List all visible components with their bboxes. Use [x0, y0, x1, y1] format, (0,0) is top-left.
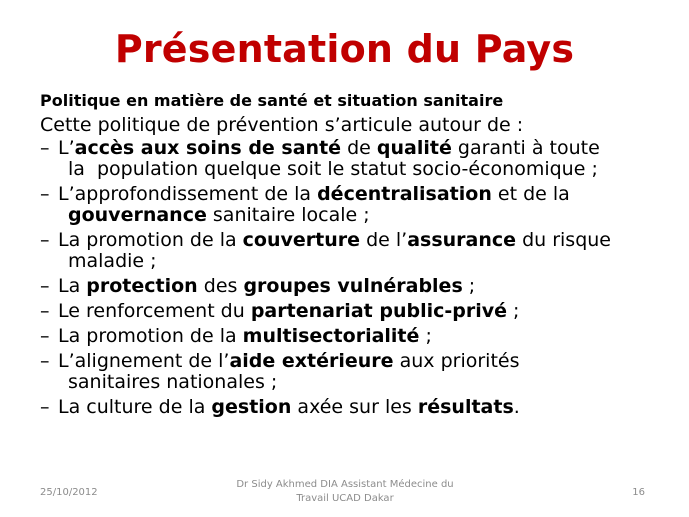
bullet-bold-text: protection	[86, 275, 198, 297]
bullet-text: L’alignement de l’	[58, 350, 230, 372]
bullet-bold-text: décentralisation	[317, 183, 492, 205]
bullet-item	[40, 397, 680, 418]
bullet-text: .	[513, 396, 520, 418]
bullet-bold-text: groupes vulnérables	[243, 275, 463, 297]
bullet-bold-text: gestion	[211, 396, 292, 418]
bullet-line	[58, 230, 680, 251]
bullet-text: et de la	[491, 183, 570, 205]
bullet-line	[68, 251, 680, 272]
bullet-item	[40, 326, 680, 347]
bullet-bold-text: accès aux soins de santé	[74, 137, 342, 159]
bullet-text: la population quelque soit le statut socio-économique ;	[68, 158, 598, 180]
bullet-dash: –	[40, 229, 50, 251]
bullet-item	[40, 301, 680, 322]
bullet-text: axée sur les	[291, 396, 418, 418]
footer-page-number: 16	[632, 487, 645, 498]
slide-subtitle: Politique en matière de santé et situation sanitaire	[40, 91, 504, 110]
bullet-text: Le renforcement du	[58, 300, 251, 322]
bullet-bold-text: gouvernance	[68, 204, 207, 226]
bullet-dash: –	[40, 275, 50, 297]
bullet-bold-text: qualité	[376, 137, 452, 159]
bullet-line	[68, 372, 680, 393]
bullet-line	[58, 397, 680, 418]
bullet-text: L’	[58, 137, 75, 159]
bullet-text: La	[58, 275, 87, 297]
footer-author-line2: Travail UCAD Dakar	[296, 493, 394, 504]
bullet-text: ;	[462, 275, 476, 297]
bullet-line	[68, 159, 680, 180]
bullet-dash: –	[40, 300, 50, 322]
bullet-text: des	[197, 275, 244, 297]
bullet-text: L’approfondissement de la	[58, 183, 318, 205]
bullet-text: sanitaires nationales ;	[68, 371, 278, 393]
bullet-dash: –	[40, 350, 50, 372]
bullet-dash: –	[40, 137, 50, 159]
bullet-item	[40, 230, 680, 272]
footer-author-line1: Dr Sidy Akhmed DIA Assistant Médecine du	[236, 479, 454, 490]
bullet-text: de l’	[360, 229, 408, 251]
bullet-line	[58, 184, 680, 205]
bullet-line	[58, 326, 680, 347]
footer-date: 25/10/2012	[40, 487, 98, 498]
bullet-text: maladie ;	[68, 250, 157, 272]
bullet-text: La promotion de la	[58, 325, 243, 347]
bullet-dash: –	[40, 396, 50, 418]
bullet-bold-text: résultats	[417, 396, 514, 418]
bullet-item	[40, 276, 680, 297]
slide-content	[40, 90, 680, 422]
bullet-line	[68, 205, 680, 226]
bullet-text: La promotion de la	[58, 229, 243, 251]
bullet-bold-text: couverture	[242, 229, 361, 251]
bullet-line	[58, 301, 680, 322]
bullet-bold-text: assurance	[407, 229, 517, 251]
bullet-item	[40, 351, 680, 393]
bullet-text: ;	[507, 300, 520, 322]
bullet-bold-text: multisectorialité	[242, 325, 420, 347]
bullet-bold-text: partenariat public-privé	[250, 300, 507, 322]
bullet-text: du risque	[516, 229, 611, 251]
bullet-text: de	[341, 137, 377, 159]
bullet-dash: –	[40, 183, 50, 205]
bullet-text: La culture de la	[58, 396, 212, 418]
bullet-line	[58, 351, 680, 372]
bullet-item	[40, 184, 680, 226]
bullet-list	[40, 138, 680, 418]
bullet-dash: –	[40, 325, 50, 347]
bullet-line	[58, 276, 680, 297]
bullet-item	[40, 138, 680, 180]
footer-author	[220, 478, 470, 506]
bullet-text: garanti à toute	[451, 137, 600, 159]
bullet-text: aux priorités	[393, 350, 520, 372]
bullet-bold-text: aide extérieure	[229, 350, 394, 372]
bullet-text: sanitaire locale ;	[206, 204, 370, 226]
intro-text: Cette politique de prévention s’articule autour de :	[40, 114, 524, 136]
bullet-line	[58, 138, 680, 159]
bullet-text: ;	[419, 325, 432, 347]
slide-title: Présentation du Pays	[114, 27, 575, 71]
